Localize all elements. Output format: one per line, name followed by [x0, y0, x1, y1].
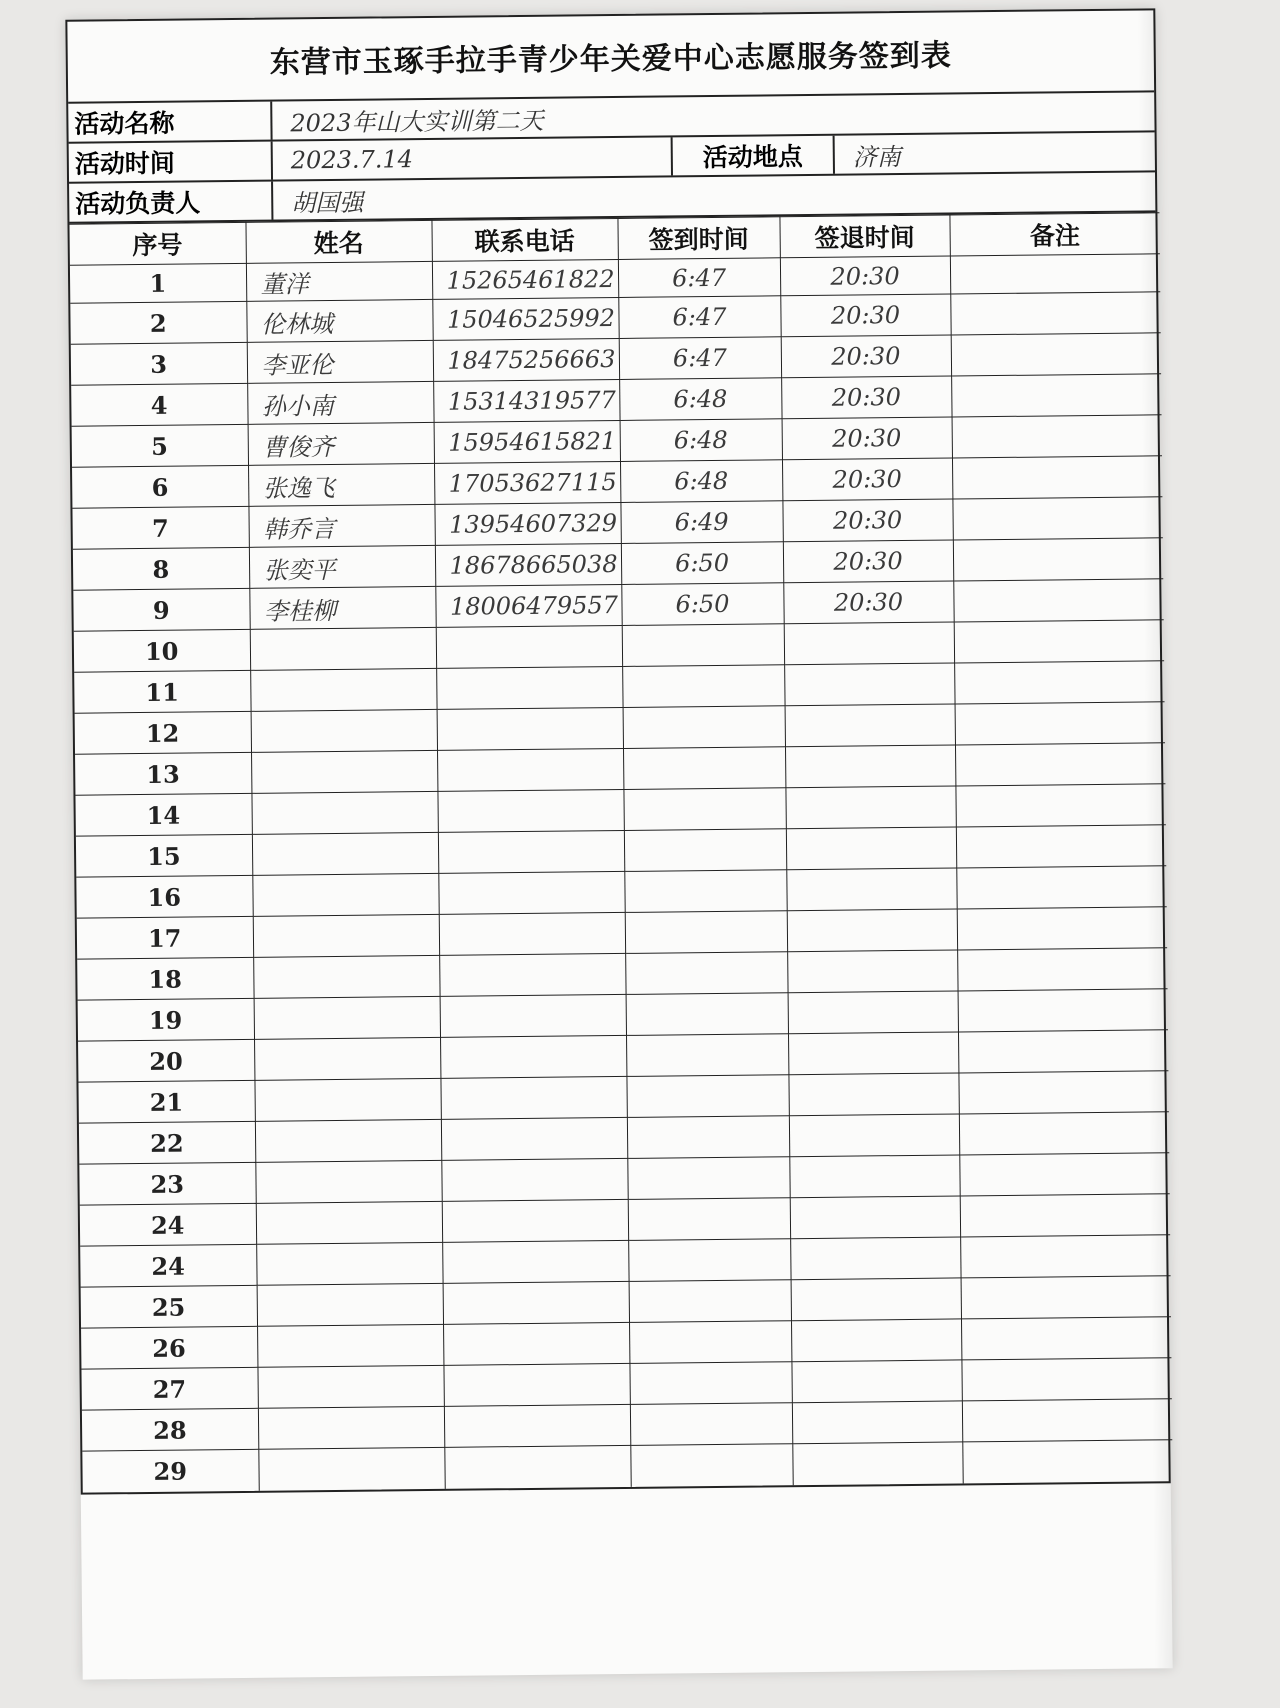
sign-in-time — [626, 1075, 788, 1118]
volunteer-name — [257, 1324, 443, 1367]
volunteer-name — [254, 1037, 440, 1080]
sign-in-time: 6:47 — [618, 296, 780, 339]
row-number: 22 — [79, 1121, 255, 1164]
note — [951, 374, 1161, 417]
volunteer-name — [258, 1447, 444, 1490]
sign-out-time: 20:30 — [782, 458, 952, 501]
sign-in-time: 6:47 — [618, 258, 780, 298]
sign-in-time — [628, 1239, 790, 1282]
row-number: 10 — [74, 629, 250, 672]
row-number: 7 — [72, 506, 248, 549]
sign-out-time — [790, 1196, 960, 1239]
volunteer-name: 伦林城 — [246, 299, 432, 342]
volunteer-name — [250, 668, 436, 711]
sign-in-time — [623, 747, 785, 790]
note — [958, 989, 1168, 1032]
note — [962, 1399, 1172, 1442]
row-number: 14 — [75, 793, 251, 836]
volunteer-name — [253, 914, 439, 957]
note — [955, 743, 1165, 786]
sign-in-time — [630, 1444, 792, 1487]
volunteer-phone — [440, 1035, 626, 1078]
sign-out-time — [788, 1032, 958, 1075]
sign-out-time: 20:30 — [780, 294, 950, 337]
row-number: 13 — [75, 752, 251, 795]
volunteer-name — [257, 1283, 443, 1326]
volunteer-name — [254, 996, 440, 1039]
sign-out-time — [785, 745, 955, 788]
row-number: 25 — [81, 1285, 257, 1328]
sign-out-time — [788, 1073, 958, 1116]
row-number: 24 — [80, 1244, 256, 1287]
sign-out-time — [786, 827, 956, 870]
row-number: 11 — [74, 670, 250, 713]
header-sign-in-time: 签到时间 — [617, 217, 779, 260]
sign-in-time — [629, 1280, 791, 1323]
sign-in-time: 6:48 — [620, 460, 782, 503]
volunteer-phone: 17053627115 — [434, 461, 620, 504]
row-number: 1 — [70, 263, 246, 303]
volunteer-phone — [437, 748, 623, 791]
volunteer-phone — [443, 1322, 629, 1365]
header-no: 序号 — [69, 222, 245, 265]
volunteer-phone — [439, 953, 625, 996]
sign-in-time — [626, 993, 788, 1036]
volunteer-phone: 15046525992 — [432, 297, 618, 340]
sign-in-time — [623, 788, 785, 831]
volunteer-phone: 18006479557 — [435, 584, 621, 627]
volunteer-phone — [444, 1404, 630, 1447]
volunteer-phone — [441, 1117, 627, 1160]
volunteer-name — [252, 832, 438, 875]
sign-in-time — [626, 1034, 788, 1077]
sign-in-time: 6:47 — [619, 337, 781, 380]
sign-out-time — [786, 868, 956, 911]
header-note: 备注 — [949, 213, 1159, 256]
volunteer-name: 张逸飞 — [248, 463, 434, 506]
volunteer-phone: 18475256663 — [433, 338, 619, 381]
volunteer-name — [255, 1160, 441, 1203]
row-number: 8 — [73, 547, 249, 590]
sign-in-time — [627, 1116, 789, 1159]
sign-out-time: 20:30 — [781, 335, 951, 378]
note — [950, 254, 1160, 294]
note — [960, 1194, 1170, 1237]
activity-leader-value: 胡国强 — [291, 188, 364, 217]
row-number: 12 — [75, 711, 251, 754]
note — [959, 1153, 1169, 1196]
note — [955, 784, 1165, 827]
note — [952, 415, 1162, 458]
row-number: 26 — [81, 1326, 257, 1369]
sign-in-time — [622, 624, 784, 667]
volunteer-phone: 18678665038 — [435, 543, 621, 586]
row-number: 21 — [78, 1080, 254, 1123]
volunteer-phone — [440, 994, 626, 1037]
volunteer-phone: 15265461822 — [432, 259, 618, 299]
note — [952, 456, 1162, 499]
sign-in-form — [65, 8, 1170, 1494]
sign-in-time — [627, 1157, 789, 1200]
header-sign-out-time: 签退时间 — [779, 215, 949, 258]
note — [961, 1317, 1171, 1360]
volunteer-name — [253, 955, 439, 998]
activity-place-label: 活动地点 — [673, 136, 835, 176]
volunteer-phone — [442, 1199, 628, 1242]
volunteer-name: 孙小南 — [247, 381, 433, 424]
volunteer-phone — [436, 666, 622, 709]
note — [961, 1276, 1171, 1319]
sign-in-time — [630, 1403, 792, 1446]
note — [953, 579, 1163, 622]
row-number: 23 — [79, 1162, 255, 1205]
volunteer-name — [258, 1406, 444, 1449]
note — [957, 907, 1167, 950]
note — [957, 948, 1167, 991]
volunteer-name: 张奕平 — [249, 545, 435, 588]
sign-in-table — [69, 212, 1172, 1492]
sign-out-time: 20:30 — [782, 417, 952, 460]
sign-out-time — [788, 991, 958, 1034]
row-number: 6 — [72, 465, 248, 508]
volunteer-phone: 15314319577 — [433, 379, 619, 422]
volunteer-name: 韩乔言 — [248, 504, 434, 547]
sign-out-time — [792, 1442, 962, 1485]
volunteer-phone — [444, 1445, 630, 1488]
sign-out-time: 20:30 — [783, 581, 953, 624]
volunteer-name — [251, 791, 437, 834]
row-number: 28 — [82, 1408, 258, 1451]
volunteer-phone — [440, 1076, 626, 1119]
volunteer-phone — [442, 1240, 628, 1283]
volunteer-phone: 15954615821 — [434, 420, 620, 463]
note — [950, 292, 1160, 335]
volunteer-phone — [439, 912, 625, 955]
sign-in-time: 6:48 — [619, 378, 781, 421]
header-phone: 联系电话 — [431, 218, 617, 261]
volunteer-name — [252, 873, 438, 916]
row-number: 2 — [70, 301, 246, 344]
sign-out-time — [785, 704, 955, 747]
activity-name-value: 2023年山大实训第二天 — [290, 106, 544, 137]
row-number: 18 — [77, 957, 253, 1000]
form-title: 东营市玉琢手拉手青少年关爱中心志愿服务签到表 — [67, 10, 1154, 103]
volunteer-name — [251, 750, 437, 793]
note — [955, 702, 1165, 745]
note — [962, 1440, 1172, 1483]
note — [960, 1235, 1170, 1278]
note — [956, 825, 1166, 868]
activity-time-label: 活动时间 — [69, 142, 273, 182]
volunteer-phone — [443, 1363, 629, 1406]
sign-in-time — [629, 1321, 791, 1364]
row-number: 16 — [76, 875, 252, 918]
sign-out-time — [789, 1155, 959, 1198]
row-number: 27 — [81, 1367, 257, 1410]
note — [954, 620, 1164, 663]
volunteer-phone — [436, 625, 622, 668]
volunteer-name: 董洋 — [246, 261, 432, 301]
volunteer-name — [250, 627, 436, 670]
note — [956, 866, 1166, 909]
volunteer-name — [256, 1242, 442, 1285]
sign-out-time — [790, 1237, 960, 1280]
note — [959, 1112, 1169, 1155]
activity-time-value: 2023.7.14 — [273, 137, 673, 179]
sign-out-time — [792, 1401, 962, 1444]
note — [958, 1071, 1168, 1114]
volunteer-name: 李桂柳 — [249, 586, 435, 629]
volunteer-phone — [437, 707, 623, 750]
note — [953, 538, 1163, 581]
volunteer-name: 李亚伦 — [247, 340, 433, 383]
row-number: 24 — [80, 1203, 256, 1246]
sign-in-time — [629, 1362, 791, 1405]
sign-out-time — [787, 950, 957, 993]
volunteer-name — [251, 709, 437, 752]
row-number: 19 — [78, 998, 254, 1041]
sign-out-time — [791, 1319, 961, 1362]
sign-in-time — [628, 1198, 790, 1241]
volunteer-phone: 13954607329 — [434, 502, 620, 545]
sign-in-time: 6:49 — [620, 501, 782, 544]
volunteer-name — [256, 1201, 442, 1244]
sign-in-sheet-paper — [65, 8, 1172, 1679]
sign-in-time — [624, 870, 786, 913]
row-number: 5 — [72, 424, 248, 467]
note — [958, 1030, 1168, 1073]
row-number: 15 — [76, 834, 252, 877]
sign-out-time — [789, 1114, 959, 1157]
sign-in-time — [625, 911, 787, 954]
sign-out-time: 20:30 — [783, 540, 953, 583]
sign-in-time — [622, 665, 784, 708]
note — [961, 1358, 1171, 1401]
volunteer-phone — [438, 871, 624, 914]
header-name: 姓名 — [245, 220, 431, 263]
volunteer-name — [257, 1365, 443, 1408]
volunteer-name — [254, 1078, 440, 1121]
row-number: 17 — [77, 916, 253, 959]
sign-out-time — [791, 1278, 961, 1321]
row-number: 29 — [82, 1449, 258, 1492]
sign-out-time — [785, 786, 955, 829]
sign-in-time: 6:48 — [620, 419, 782, 462]
sign-out-time — [787, 909, 957, 952]
volunteer-phone — [443, 1281, 629, 1324]
sign-out-time — [784, 622, 954, 665]
note — [952, 497, 1162, 540]
sign-in-time: 6:50 — [621, 542, 783, 585]
sign-in-time: 6:50 — [621, 583, 783, 626]
row-number: 9 — [73, 588, 249, 631]
activity-place-value: 济南 — [852, 142, 901, 172]
activity-leader-label: 活动负责人 — [69, 182, 273, 222]
row-number: 3 — [71, 342, 247, 385]
volunteer-name — [255, 1119, 441, 1162]
volunteer-phone — [437, 789, 623, 832]
volunteer-name: 曹俊齐 — [248, 422, 434, 465]
row-number: 4 — [71, 383, 247, 426]
sign-out-time — [791, 1360, 961, 1403]
sign-out-time: 20:30 — [782, 499, 952, 542]
sign-out-time — [784, 663, 954, 706]
activity-name-label: 活动名称 — [68, 102, 272, 142]
sign-out-time: 20:30 — [780, 256, 950, 296]
row-number: 20 — [78, 1039, 254, 1082]
sign-in-time — [623, 706, 785, 749]
volunteer-phone — [441, 1158, 627, 1201]
note — [954, 661, 1164, 704]
sign-in-time — [624, 829, 786, 872]
volunteer-phone — [438, 830, 624, 873]
sign-in-time — [625, 952, 787, 995]
sign-out-time: 20:30 — [781, 376, 951, 419]
note — [951, 333, 1161, 376]
